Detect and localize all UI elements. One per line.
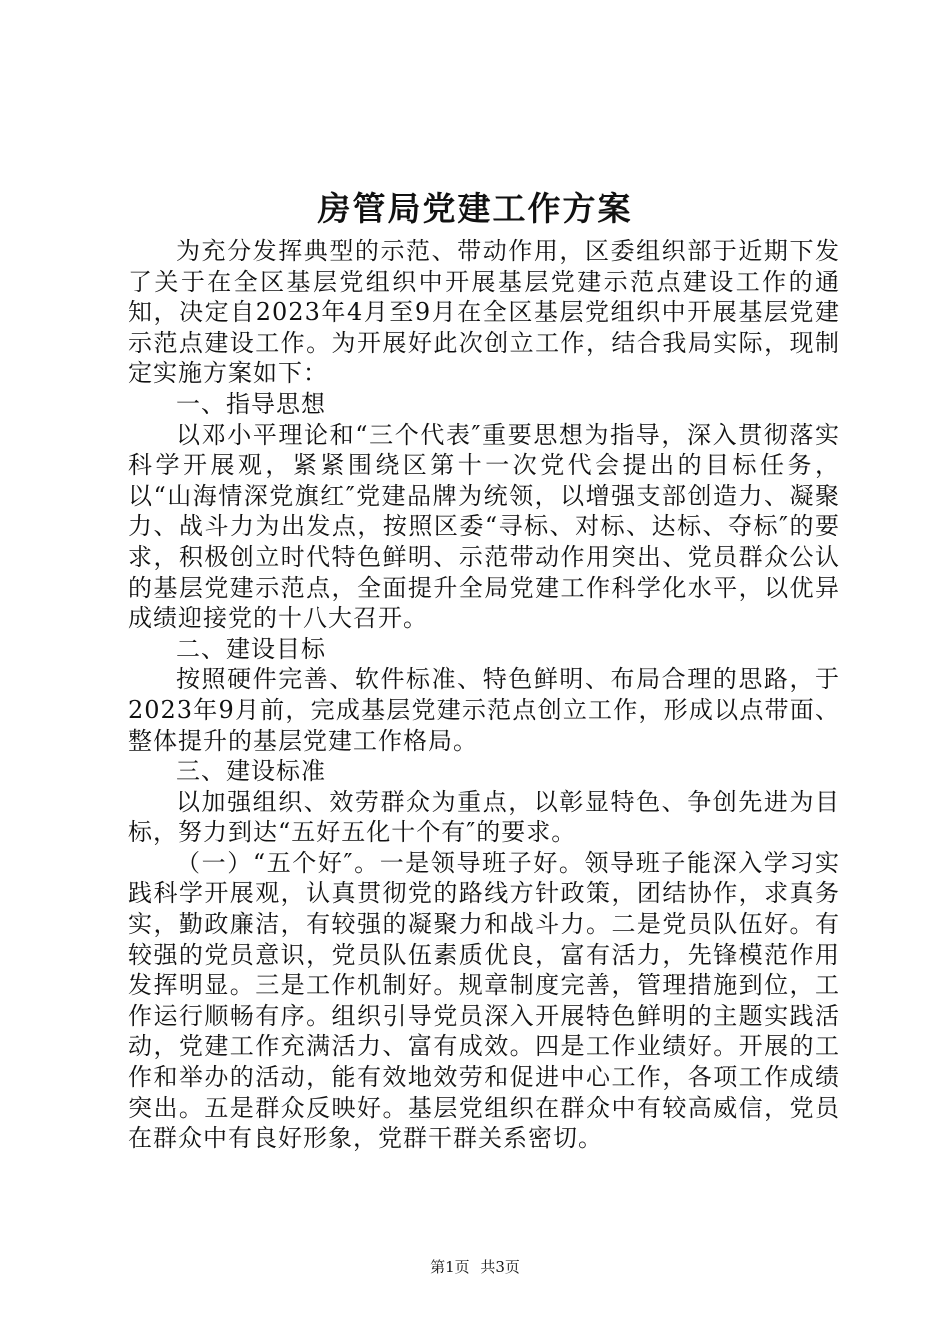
section-paragraph: 以邓小平理论和“三个代表″重要思想为指导，深入贯彻落实科学开展观，紧紧围绕区第十一次党代会提出的目标任务，以“山海情深党旗红″党建品牌为统领，以增强支部创造力、凝聚力、战斗力为出发点，按照区委“寻标、对标、达标、夺标″的要求，积极创立时代特色鲜明、示范带动作用突出、党员群众公认的基层党建示范点，全面提升全局党建工作科学化水平，以优异成绩迎接党的十八大召开。 [128, 420, 840, 633]
section-heading-guiding-ideology: 一、指导思想 [176, 389, 326, 418]
page-footer [0, 1257, 950, 1277]
document-body [128, 236, 840, 1154]
section-paragraph: （一）“五个好″。一是领导班子好。领导班子能深入学习实践科学开展观，认真贯彻党的路线方针政策，团结协作，求真务实，勤政廉洁，有较强的凝聚力和战斗力。二是党员队伍好。有较强的党员意识，党员队伍素质优良，富有活力，先锋模范作用发挥明显。三是工作机制好。规章制度完善，管理措施到位，工作运行顺畅有序。组织引导党员深入开展特色鲜明的主题实践活动，党建工作充满活力、富有成效。四是工作业绩好。开展的工作和举办的活动，能有效地效劳和促进中心工作，各项工作成绩突出。五是群众反映好。基层党组织在群众中有较高威信，党员在群众中有良好形象，党群干群关系密切。 [128, 848, 840, 1153]
page-total: 共3页 [480, 1258, 520, 1276]
section-heading-construction-goals: 二、建设目标 [176, 634, 326, 663]
intro-paragraph: 为充分发挥典型的示范、带动作用，区委组织部于近期下发了关于在全区基层党组织中开展基层党建示范点建设工作的通知，决定自2023年4月至9月在全区基层党组织中开展基层党建示范点建设工作。为开展好此次创立工作，结合我局实际，现制定实施方案如下： [128, 237, 840, 388]
section-heading-construction-standards: 三、建设标准 [176, 757, 326, 786]
section-paragraph: 以加强组织、效劳群众为重点，以彰显特色、争创先进为目标，努力到达“五好五化十个有″的要求。 [128, 787, 840, 847]
section-paragraph: 按照硬件完善、软件标准、特色鲜明、布局合理的思路，于2023年9月前，完成基层党建示范点创立工作，形成以点带面、整体提升的基层党建工作格局。 [128, 665, 840, 755]
page-number: 第1页 [430, 1258, 470, 1276]
document-title: 房管局党建工作方案 [317, 189, 633, 228]
